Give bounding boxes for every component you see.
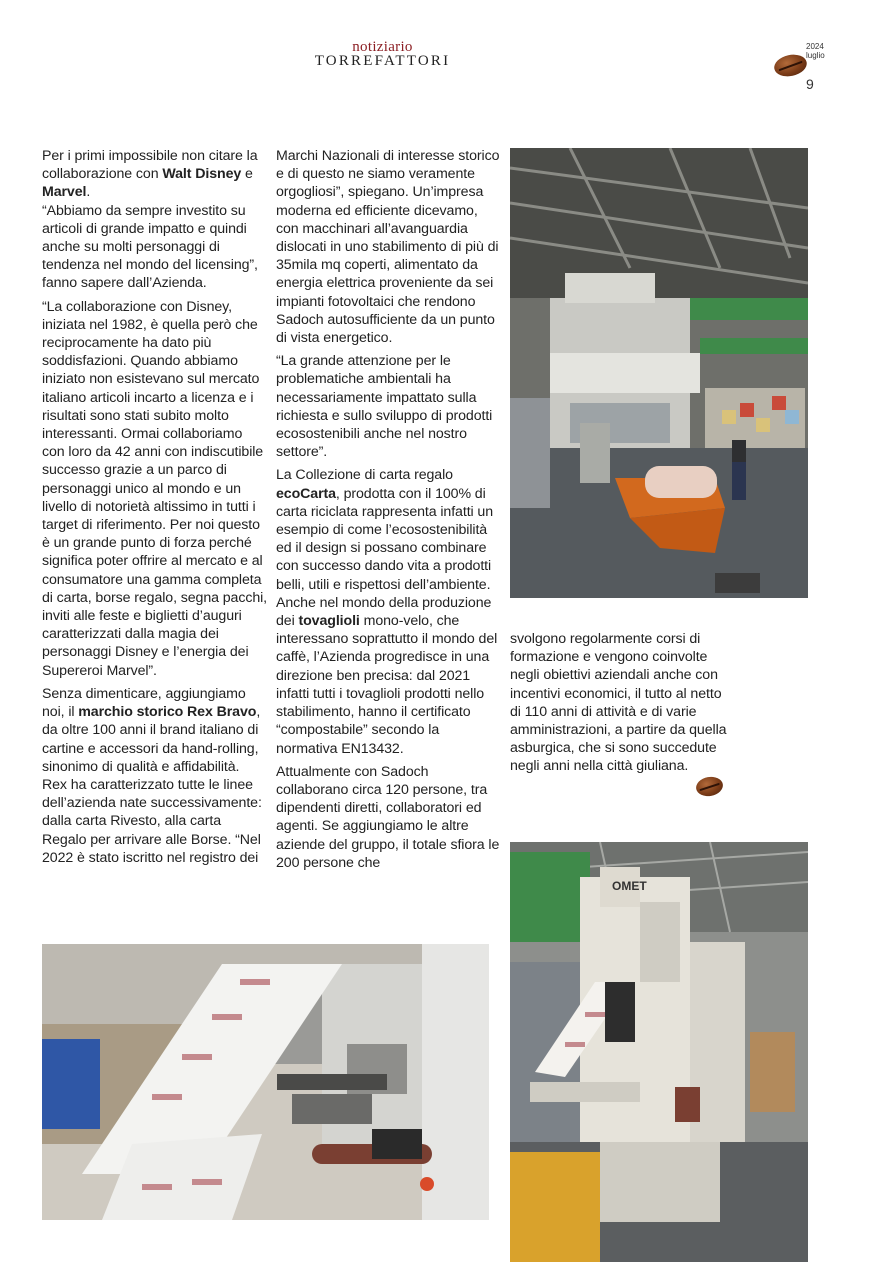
masthead-bottom: TORREFATTORI xyxy=(314,53,451,69)
masthead-logo xyxy=(300,40,465,68)
article-column-2 xyxy=(276,147,502,877)
issue-year: 2024 xyxy=(806,42,824,51)
paper-roll-machine-photo xyxy=(42,944,489,1220)
machine-brand-label: OMET xyxy=(612,879,647,893)
paragraph: La Collezione di carta regalo ecoCarta, prodotta con il 100% di carta riciclata rappresenta infatti un esempio di come l’ecosostenibilità ed il design si possano combinare con successo dando vita a prodotti belli, utili e rispettosi dell’ambiente. Anche nel mondo della produzione dei tovaglioli mono-velo, che interessano soprattutto il mondo del caffè, l’Azienda progredisce in una direzione ben precisa: dal 2021 infatti tutti i tovaglioli prodotti nello stabilimento, hanno il certificato “compostabile” secondo la normativa EN13432. xyxy=(276,467,498,757)
coffee-bean-icon xyxy=(772,52,809,79)
factory-hall-photo xyxy=(510,148,808,598)
paragraph: Senza dimenticare, aggiungiamo noi, il marchio storico Rex Bravo, da oltre 100 anni il brand italiano di cartine e accessori da hand-rolling, sinonimo di qualità e affidabilità. Rex ha caratterizzato tutte le linee dell’azienda nate successivamente: dalla carta Rivesto, alla carta Regalo per arrivare alle Borse. “Nel 2022 è stato iscritto nel registro dei xyxy=(42,685,262,866)
paragraph: Attualmente con Sadoch collaborano circa 120 persone, tra dipendenti diretti, collaboratori ed agenti. Se aggiungiamo le altre aziende del gruppo, il totale sfiora le 200 persone che xyxy=(276,763,500,871)
issue-date xyxy=(806,42,825,60)
page-number: 9 xyxy=(806,76,814,92)
paragraph: Per i primi impossibile non citare la collaborazione con Walt Disney e Marvel. “Abbiamo da sempre investito su articoli di grande impatto e quindi anche su molti personaggi di tendenza nel mondo del licensing”, fanno sapere dall’Azienda. xyxy=(42,148,258,292)
article-column-3 xyxy=(510,630,732,781)
paragraph: svolgono regolarmente corsi di formazione e vengono coinvolte negli obiettivi aziendali anche con incentivi economici, il tutto al netto di 110 anni di attività e di varie amministrazioni, a partire da quella asburgica, che si sono succedute negli anni nella città giuliana. xyxy=(510,631,727,775)
paragraph: “La grande attenzione per le problematiche ambientali ha necessariamente impattato sulla richiesta e sullo sviluppo di prodotti ecosostenibili anche nel nostro settore”. xyxy=(276,353,493,461)
issue-month: luglio xyxy=(806,51,825,60)
article-column-1 xyxy=(42,147,267,872)
omet-machine-photo xyxy=(510,842,808,1262)
masthead-top: notiziario xyxy=(352,39,413,55)
paragraph: Marchi Nazionali di interesse storico e di questo ne siamo veramente orgogliosi”, spiegano. Un’impresa moderna ed efficiente dicevamo, con macchinari all’avanguardia dislocati in uno stabilimento di più di 35mila mq coperti, alimentato da energia elettrica proveniente da sei impianti fotovoltaici che rendono Sadoch autosufficiente da un punto di vista energetico. xyxy=(276,148,500,347)
paragraph: “La collaborazione con Disney, iniziata nel 1982, è quella però che reciprocamente ha dato più soddisfazioni. Quando abbiamo iniziato non esistevano sul mercato italiano articoli incarto a licenza e i risultati sono stati subito molto interessanti. Ormai collaboriamo con loro da 42 anni con indiscutibile successo grazie a un parco di personaggi unico al mondo e un livello di notorietà altissimo in tutti i target di riferimento. Per noi questo è un grande punto di forza perché significa poter offrire al mercato e al consumatore una gamma completa di carta, borse regalo, segna pacchi, inviti alle feste e biglietti d’auguri caratterizzati dalla magia dei personaggi Disney e l’energia dei Supereroi Marvel”. xyxy=(42,298,268,679)
